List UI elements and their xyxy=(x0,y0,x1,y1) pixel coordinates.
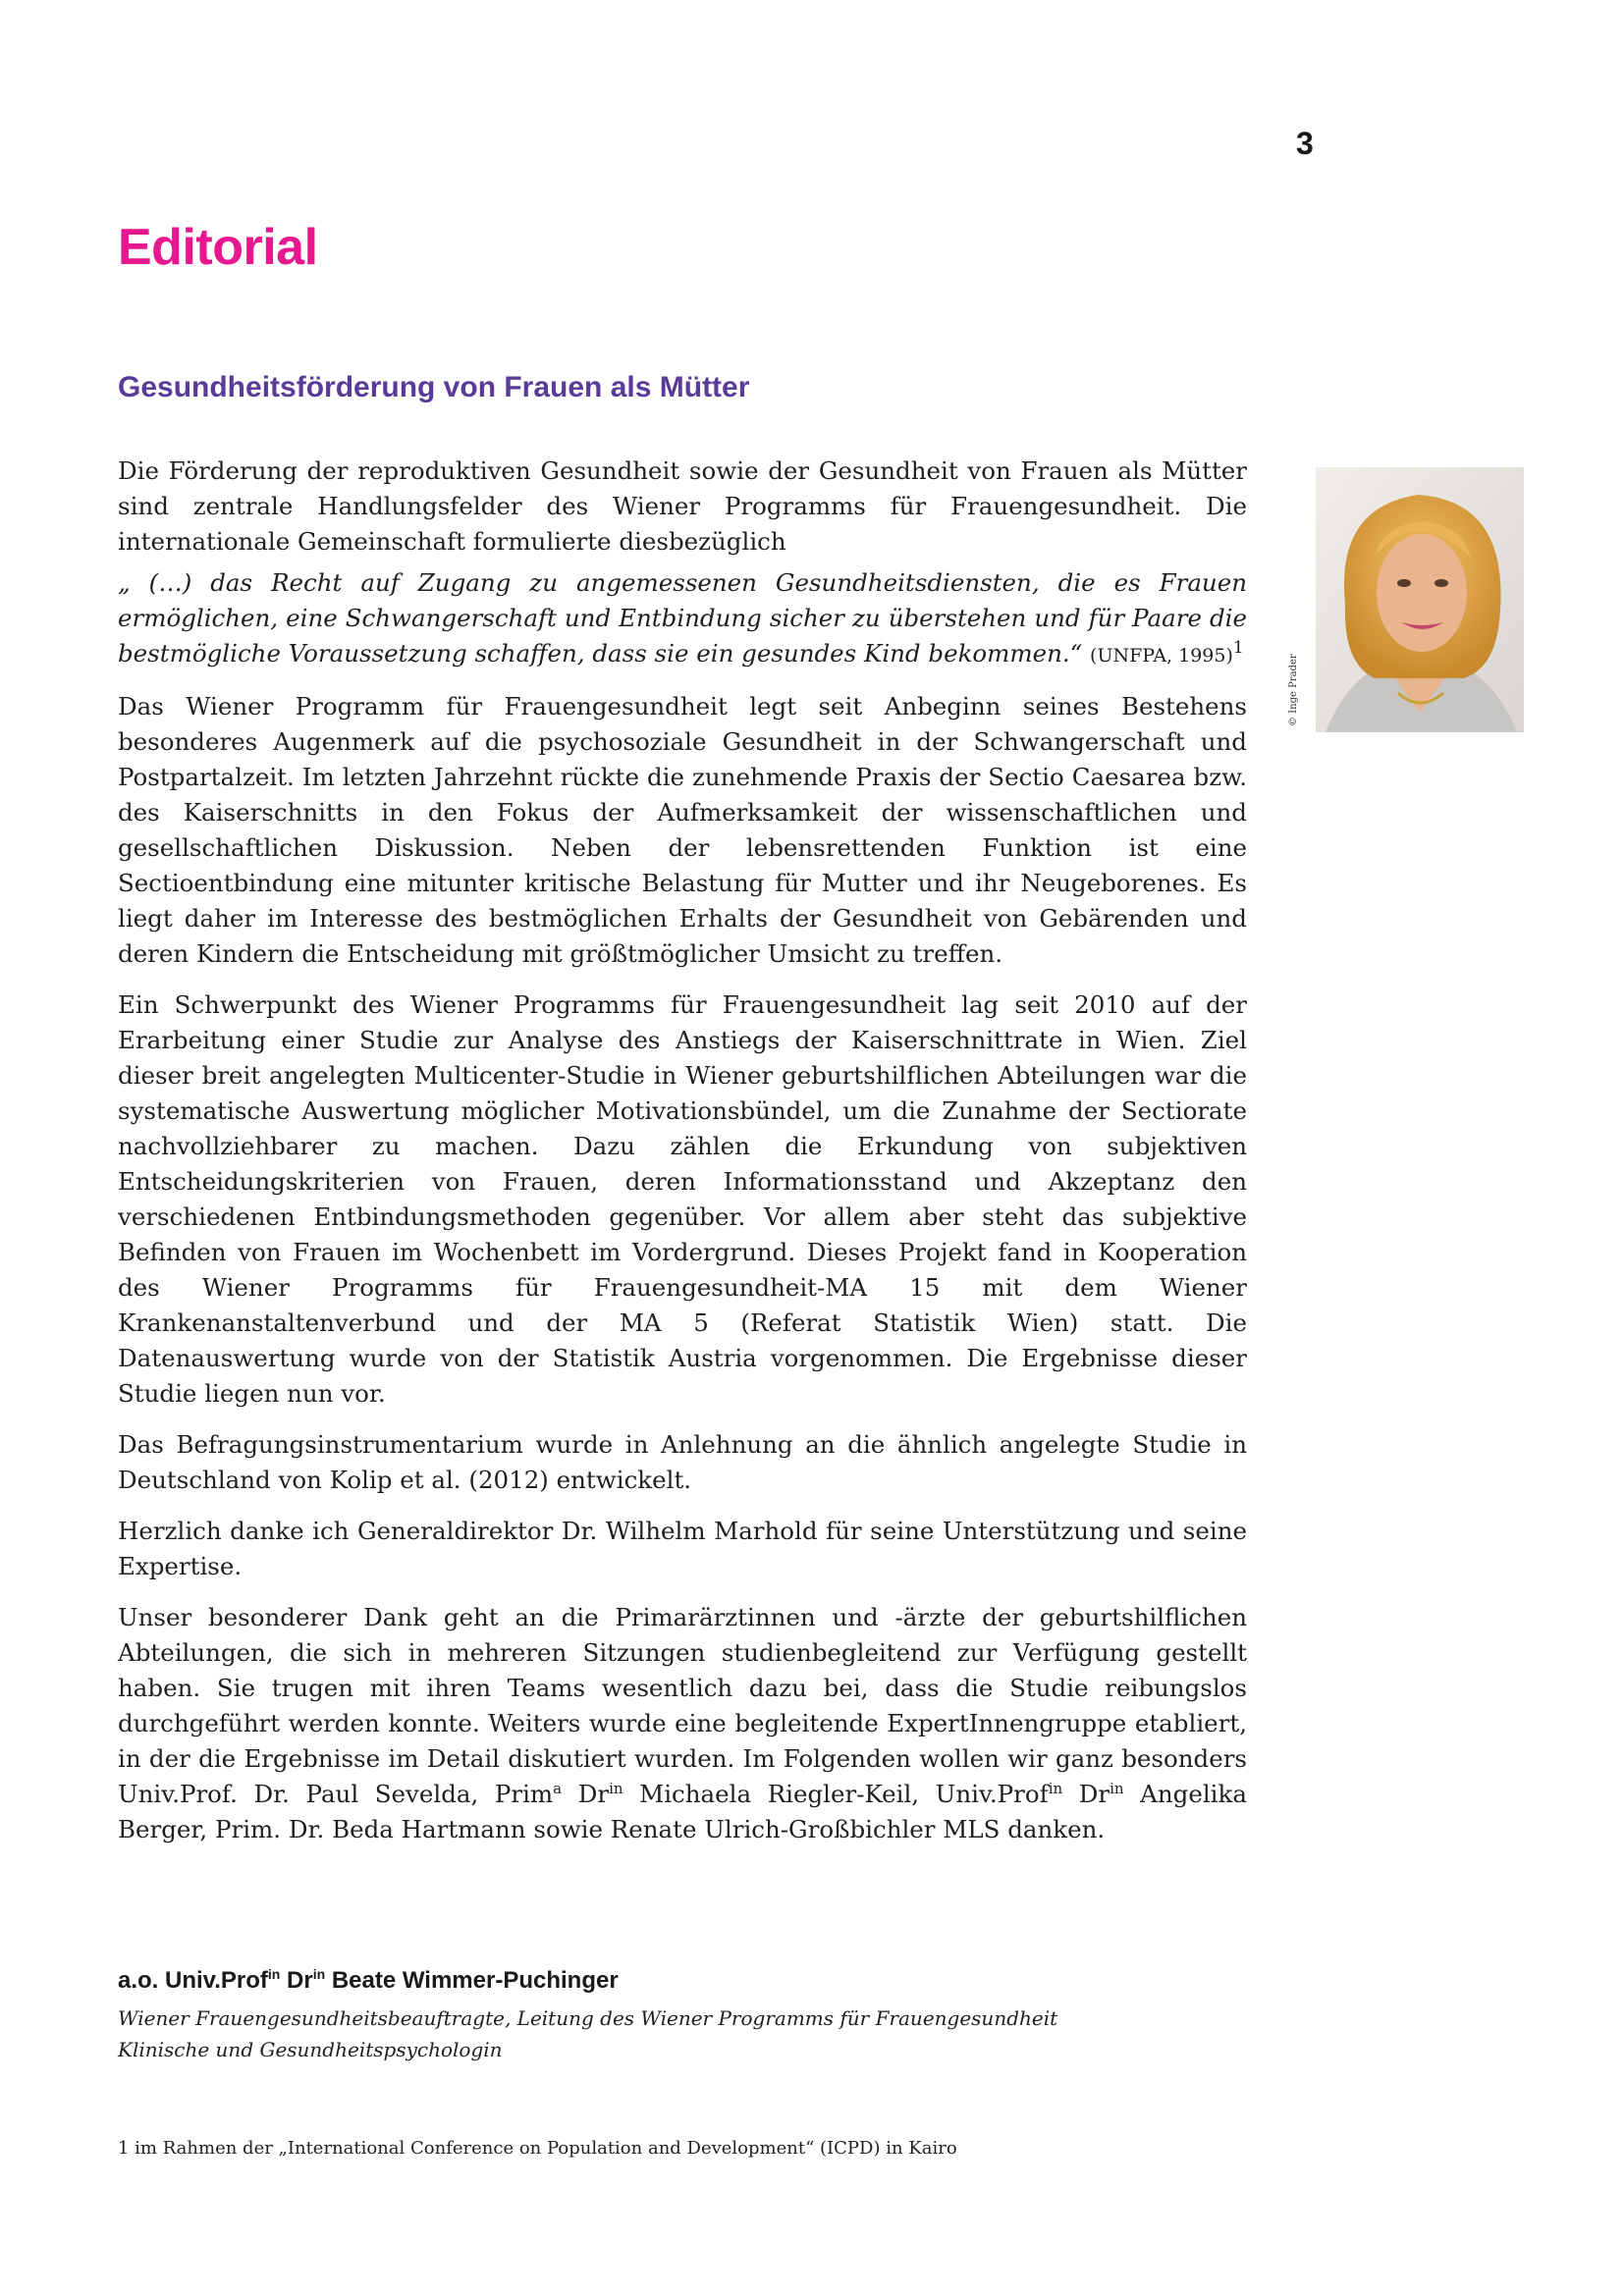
paragraph-5-text: Dr xyxy=(562,1780,610,1808)
portrait-image xyxy=(1316,467,1524,732)
section-subtitle: Gesundheitsförderung von Frauen als Mütter xyxy=(118,371,750,403)
paragraph-3: Das Befragungsinstrumentarium wurde in Anlehnung an die ähnlich angelegte Studie in Deutschland von Kolip et al. (2012) entwickelt. xyxy=(118,1430,1247,1494)
author-role xyxy=(118,2002,1057,2065)
page-number: 3 xyxy=(1296,126,1314,161)
footnote: 1 im Rahmen der „International Conference on Population and Development“ (ICPD) in Kairo xyxy=(118,2138,957,2159)
superscript: in xyxy=(609,1779,623,1797)
intro-paragraph: Die Förderung der reproduktiven Gesundheit sowie der Gesundheit von Frauen als Mütter sind zentrale Handlungsfelder des Wiener Programms für Frauengesundheit. Die internationale Gemeinschaft formulierte diesbezüglich xyxy=(118,456,1247,556)
superscript: in xyxy=(312,1966,326,1982)
superscript: in xyxy=(1048,1779,1063,1797)
quote-text: „ (…) das Recht auf Zugang zu angemessenen Gesundheitsdiensten, die es Frauen ermöglichen, eine Schwangerschaft und Entbindung sicher zu überstehen und für Paare die bestmögliche Voraussetzung schaffen, dass sie ein gesundes Kind bekommen.“ xyxy=(118,568,1247,667)
paragraph-1: Das Wiener Programm für Frauengesundheit legt seit Anbeginn seines Bestehens besonderes Augenmerk auf die psychosoziale Gesundheit in der Schwangerschaft und Postpartalzeit. Im letzten Jahrzehnt rückte die zunehmende Praxis der Sectio Caesarea bzw. des Kaiserschnitts in den Fokus der Aufmerksamkeit der wissenschaftlichen und gesellschaftlichen Diskussion. Neben der lebensrettenden Funktion ist eine Sectioentbindung eine mitunter kritische Belastung für Mutter und ihr Neugeborenes. Es liegt daher im Interesse des bestmöglichen Erhalts der Gesundheit von Gebärenden und deren Kindern die Entscheidung mit größtmöglicher Umsicht zu treffen. xyxy=(118,692,1247,968)
paragraph-2: Ein Schwerpunkt des Wiener Programms für Frauengesundheit lag seit 2010 auf der Erarbeitung einer Studie zur Analyse des Anstiegs der Kaiserschnittrate in Wien. Ziel dieser breit angelegten Multicenter-Studie in Wiener geburtshilflichen Abteilungen war die systematische Auswertung möglicher Motivationsbündel, um die Zunahme der Sectiorate nachvollziehbarer zu machen. Dazu zählen die Erkundung von subjektiven Entscheidungskriterien von Frauen, deren Informationsstand und Akzeptanz den verschiedenen Entbindungsmethoden gegenüber. Vor allem aber steht das subjektive Befinden von Frauen im Wochenbett im Vordergrund. Dieses Projekt fand in Kooperation des Wiener Programms für Frauengesundheit-MA 15 mit dem Wiener Krankenanstaltenverbund und der MA 5 (Referat Statistik Wien) statt. Die Datenauswertung wurde von der Statistik Austria vorgenommen. Die Ergebnisse dieser Studie liegen nun vor. xyxy=(118,990,1247,1408)
paragraph-4: Herzlich danke ich Generaldirektor Dr. Wilhelm Marhold für seine Unterstützung und seine Expertise. xyxy=(118,1517,1247,1580)
author-name-text: a.o. Univ.Prof xyxy=(118,1967,268,1994)
paragraph-5-text: Dr xyxy=(1062,1780,1110,1808)
superscript: in xyxy=(1110,1779,1124,1797)
author-name xyxy=(118,1967,619,1995)
author-role-line: Klinische und Gesundheitspsychologin xyxy=(118,2038,503,2061)
author-name-text: Dr xyxy=(280,1967,313,1994)
photo-credit: © Inge Prader xyxy=(1288,654,1299,726)
author-role-line: Wiener Frauengesundheitsbeauftragte, Leitung des Wiener Programms für Frauengesundheit xyxy=(118,2006,1058,2030)
paragraph-5-text: Michaela Riegler-Keil, Univ.Prof xyxy=(623,1780,1049,1808)
block-quote xyxy=(118,565,1247,673)
paragraph-5 xyxy=(118,1600,1247,1847)
footnote-reference: 1 xyxy=(1232,637,1244,658)
superscript: a xyxy=(553,1779,563,1797)
article-body xyxy=(118,454,1247,1863)
author-photo xyxy=(1316,467,1524,732)
paragraph-5-text: Unser besonderer Dank geht an die Primarärztinnen und -ärzte der geburtshilflichen Abteilungen, die sich in mehreren Sitzungen studienbegleitend zur Verfügung gestellt haben. Sie trugen mit ihren Teams wesentlich dazu bei, dass die Studie reibungslos durchgeführt werden konnte. Weiters wurde eine begleitende ExpertInnengruppe etabliert, in der die Ergebnisse im Detail diskutiert wurden. Im Folgenden wollen wir ganz besonders Univ.Prof. Dr. Paul Sevelda, Prim xyxy=(118,1603,1247,1808)
quote-citation: (UNFPA, 1995) xyxy=(1090,645,1233,667)
superscript: in xyxy=(267,1966,281,1982)
paragraph-5-text: Angelika Berger, Prim. Dr. Beda Hartmann sowie Renate Ulrich-Großbichler MLS danken. xyxy=(118,1780,1247,1843)
page-title: Editorial xyxy=(118,219,318,276)
author-name-text: Beate Wimmer-Puchinger xyxy=(325,1967,619,1994)
